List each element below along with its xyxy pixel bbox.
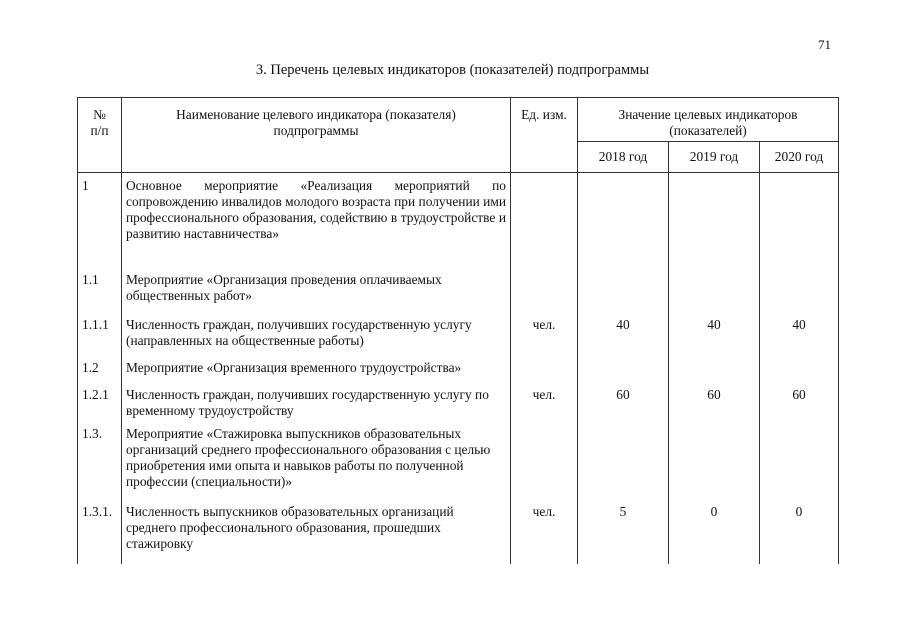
header-number-line: №: [93, 107, 106, 122]
row-value-2020: [760, 173, 839, 273]
row-value-2018: 5: [578, 504, 669, 564]
table-row: [78, 360, 839, 387]
row-indicator-name: Численность выпускников образовательных организаций среднего профессионального образования, прошедших стажировку: [122, 504, 511, 564]
header-year-2020: 2020 год: [760, 142, 839, 173]
row-unit: чел.: [511, 317, 578, 360]
row-unit: [511, 272, 578, 317]
row-unit: чел.: [511, 387, 578, 426]
row-value-2018: 60: [578, 387, 669, 426]
row-value-2019: [669, 426, 760, 504]
header-name-line: Наименование целевого индикатора (показателя): [176, 107, 456, 122]
row-number: 1: [78, 173, 122, 273]
row-value-2019: 0: [669, 504, 760, 564]
table-row: [78, 317, 839, 360]
header-values-group: [578, 98, 839, 142]
row-unit: [511, 426, 578, 504]
table-row: [78, 504, 839, 564]
row-value-2018: [578, 173, 669, 273]
header-year-2018: 2018 год: [578, 142, 669, 173]
row-value-2019: [669, 360, 760, 387]
row-unit: [511, 360, 578, 387]
table-row: [78, 387, 839, 426]
row-value-2019: [669, 173, 760, 273]
row-value-2019: [669, 272, 760, 317]
row-value-2018: [578, 360, 669, 387]
header-indicator-name: [122, 98, 511, 173]
row-value-2020: 0: [760, 504, 839, 564]
header-unit: Ед. изм.: [511, 98, 578, 173]
row-value-2020: [760, 272, 839, 317]
row-value-2019: 40: [669, 317, 760, 360]
table-row: [78, 173, 839, 273]
row-number: 1.2.1: [78, 387, 122, 426]
header-values-line: (показателей): [669, 123, 747, 138]
row-value-2020: [760, 426, 839, 504]
page-number: 71: [818, 37, 831, 52]
row-value-2018: [578, 272, 669, 317]
table-row: [78, 272, 839, 317]
row-value-2018: 40: [578, 317, 669, 360]
row-value-2018: [578, 426, 669, 504]
row-indicator-name: Численность граждан, получивших государственную услугу по временному трудоустройству: [122, 387, 511, 426]
table-row: [78, 426, 839, 504]
row-value-2020: [760, 360, 839, 387]
row-value-2019: 60: [669, 387, 760, 426]
row-value-2020: 40: [760, 317, 839, 360]
row-indicator-name: Мероприятие «Организация проведения оплачиваемых общественных работ»: [122, 272, 511, 317]
row-value-2020: 60: [760, 387, 839, 426]
row-unit: чел.: [511, 504, 578, 564]
row-number: 1.1: [78, 272, 122, 317]
indicators-table: [77, 97, 839, 564]
row-indicator-name: Основное мероприятие «Реализация мероприятий по сопровождению инвалидов молодого возраста при получении ими профессионального образования, содействию в трудоустройстве и развитию наставничества»: [122, 173, 511, 273]
document-title: 3. Перечень целевых индикаторов (показателей) подпрограммы: [255, 62, 650, 78]
header-year-2019: 2019 год: [669, 142, 760, 173]
row-indicator-name: Численность граждан, получивших государственную услугу (направленных на общественные работы): [122, 317, 511, 360]
header-number: [78, 98, 122, 173]
header-values-line: Значение целевых индикаторов: [618, 107, 798, 122]
row-number: 1.3.1.: [78, 504, 122, 564]
row-number: 1.3.: [78, 426, 122, 504]
row-unit: [511, 173, 578, 273]
header-number-line: п/п: [90, 123, 109, 138]
row-indicator-name: Мероприятие «Организация временного трудоустройства»: [122, 360, 511, 387]
row-indicator-name: Мероприятие «Стажировка выпускников образовательных организаций среднего профессионального образования с целью приобретения ими опыта и навыков работы по полученной профессии (специальности)»: [122, 426, 511, 504]
row-number: 1.1.1: [78, 317, 122, 360]
row-number: 1.2: [78, 360, 122, 387]
header-name-line: подпрограммы: [273, 123, 359, 138]
